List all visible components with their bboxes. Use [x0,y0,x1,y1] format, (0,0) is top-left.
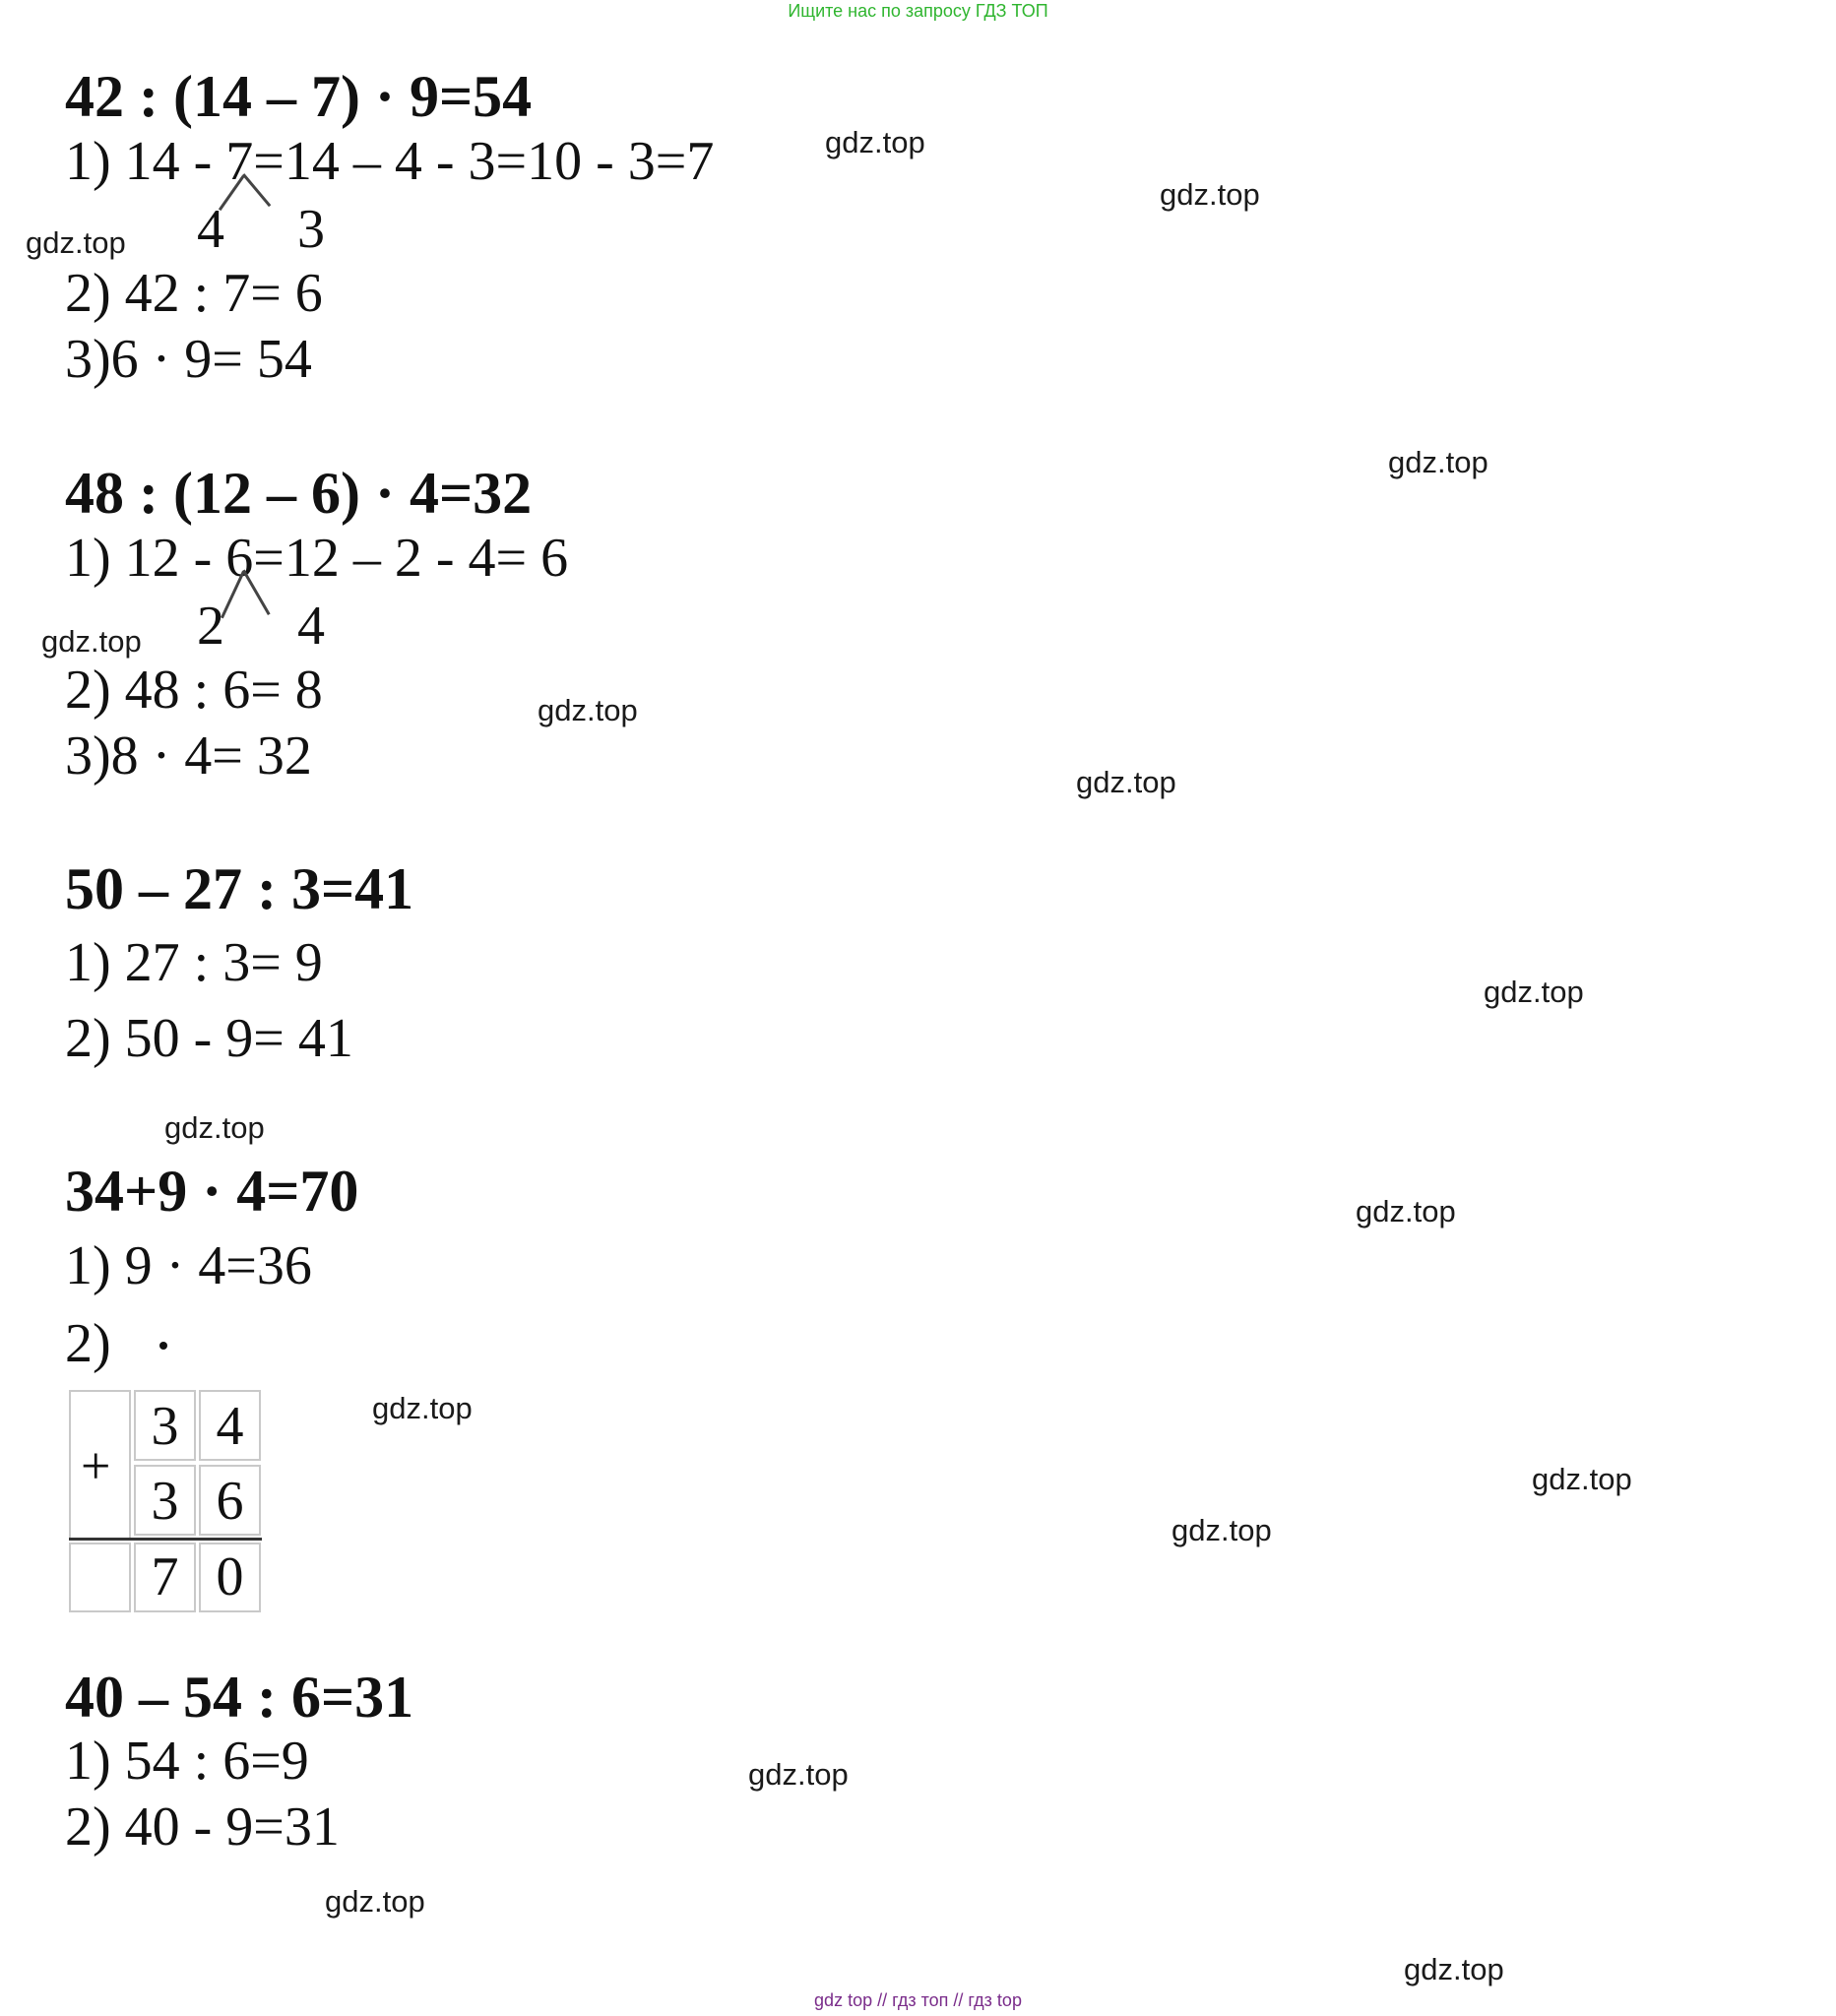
watermark: gdz.top [1404,1952,1504,1986]
step-1-3: 3)6 · 9= 54 [65,329,312,390]
decomp-part: 4 [297,596,325,657]
watermark: gdz.top [1532,1462,1632,1496]
equation-2: 48 : (12 – 6) · 4=32 [65,461,533,526]
equation-4: 34+9 · 4=70 [65,1159,359,1224]
step-2-1: 1) 12 - 6=12 – 2 - 4= 6 [65,528,569,589]
equation-3: 50 – 27 : 3=41 [65,856,414,921]
equation-5: 40 – 54 : 6=31 [65,1665,414,1730]
digit-cell: 4 [199,1390,261,1461]
watermark: gdz.top [164,1110,265,1145]
step-4-2: 2) [65,1313,111,1374]
step-4-1: 1) 9 · 4=36 [65,1235,312,1296]
watermark: gdz.top [1388,445,1488,479]
watermark: gdz.top [748,1757,849,1792]
step-3-1: 1) 27 : 3= 9 [65,932,323,993]
watermark: gdz.top [1076,765,1176,799]
digit-cell: 3 [134,1465,196,1536]
sum-line [69,1538,262,1541]
step-5-2: 2) 40 - 9=31 [65,1796,340,1858]
watermark: gdz.top [325,1884,425,1919]
step-3-2: 2) 50 - 9= 41 [65,1008,353,1069]
step-2-2: 2) 48 : 6= 8 [65,660,323,721]
watermark: gdz.top [1160,177,1260,212]
step-2-3: 3)8 · 4= 32 [65,725,312,787]
watermark: gdz.top [1484,975,1584,1009]
watermark: gdz.top [41,624,142,659]
digit-cell: 0 [199,1543,261,1612]
step-5-1: 1) 54 : 6=9 [65,1731,309,1792]
digit-cell: 3 [134,1390,196,1461]
decomp-part: 3 [297,199,325,260]
watermark: gdz.top [1356,1194,1456,1228]
footer-links: gdz top // гдз топ // гдз top [814,1990,1022,2010]
column-addition [69,1390,262,1612]
watermark: gdz.top [372,1391,473,1425]
digit-cell: 6 [199,1465,261,1536]
decomp-part: 4 [197,199,224,260]
watermark: gdz.top [825,125,925,159]
digit-cell: 7 [134,1543,196,1612]
empty-cell [69,1543,131,1612]
step-1-1: 1) 14 - 7=14 – 4 - 3=10 - 3=7 [65,131,715,192]
watermark: gdz.top [1171,1513,1272,1547]
plus-sign: + [81,1436,111,1495]
search-banner: Ищите нас по запросу ГДЗ ТОП [788,1,1048,21]
step-1-2: 2) 42 : 7= 6 [65,263,323,324]
equation-1: 42 : (14 – 7) · 9=54 [65,64,533,129]
watermark: gdz.top [538,693,638,727]
watermark: gdz.top [26,225,126,260]
bullet-dot [159,1342,167,1350]
decomp-part: 2 [197,596,224,657]
